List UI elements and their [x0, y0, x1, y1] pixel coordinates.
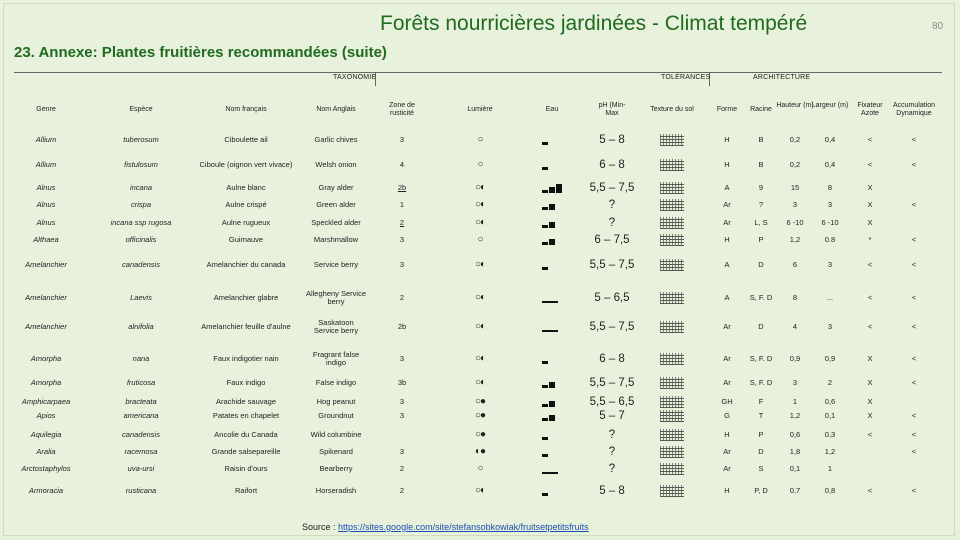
nom-francais-cell: Patates en chapelet: [212, 411, 280, 420]
racine-cell: 9: [758, 183, 764, 192]
espece-cell: officinalis: [125, 235, 157, 244]
soil-texture-icon: [660, 292, 684, 304]
soil-texture-icon: [660, 199, 684, 211]
nom-anglais-cell: Saskatoon Service berry: [313, 318, 359, 335]
soil-texture-icon: [660, 217, 684, 229]
nom-anglais-cell: Welsh onion: [315, 160, 357, 169]
eau-bar: [542, 385, 548, 388]
espece-cell: alnifolia: [128, 322, 154, 331]
genre-cell: Amelanchier: [25, 322, 67, 331]
lumiere-icon: ○: [477, 463, 483, 474]
fixateur-cell: X: [867, 397, 873, 406]
fixateur-cell: <: [867, 160, 873, 169]
eau-bar: [542, 207, 548, 210]
forme-cell: A: [724, 293, 730, 302]
group-taxonomie: TAXONOMIE: [333, 74, 377, 81]
forme-cell: Ar: [723, 200, 731, 209]
espece-cell: Laevis: [130, 293, 152, 302]
espece-cell: fruticosa: [126, 378, 156, 387]
column-header-espece: Espèce: [129, 106, 153, 113]
soil-texture-icon: [660, 396, 684, 408]
lumiere-icon: ○◐: [474, 353, 486, 364]
largeur-cell: 3: [827, 200, 833, 209]
lumiere-icon: ○◐: [474, 292, 486, 303]
eau-bar: [542, 267, 548, 270]
forme-cell: Ar: [723, 447, 731, 456]
espece-cell: tuberosum: [123, 135, 159, 144]
nom-francais-cell: Amelanchier du canada: [206, 260, 286, 269]
column-header-nom-en: Nom Anglais: [316, 106, 356, 113]
hauteur-cell: 0,1: [789, 464, 801, 473]
hauteur-cell: 0,9: [789, 354, 801, 363]
genre-cell: Alnus: [36, 218, 56, 227]
genre-cell: Apios: [36, 411, 56, 420]
ph-cell: 5,5 – 7,5: [589, 321, 635, 333]
espece-cell: americana: [123, 411, 159, 420]
source-link[interactable]: https://sites.google.com/site/stefansobkowiak/fruitsetpetitsfruits: [338, 522, 589, 532]
column-header-genre: Genre: [36, 106, 56, 113]
nom-anglais-cell: Service berry: [313, 260, 359, 269]
forme-cell: A: [724, 260, 730, 269]
zone-cell: 1: [399, 200, 405, 209]
soil-texture-icon: [660, 134, 684, 146]
racine-cell: S, F. D: [749, 293, 773, 302]
zone-cell: 3b: [397, 378, 407, 387]
largeur-cell: 0,3: [824, 430, 836, 439]
accumulation-cell: <: [911, 235, 917, 244]
genre-cell: Allium: [35, 160, 57, 169]
eau-bar: [549, 187, 555, 193]
zone-cell: 3: [399, 397, 405, 406]
racine-cell: S: [758, 464, 764, 473]
hauteur-cell: 1,2: [789, 411, 801, 420]
ph-cell: 5 – 8: [599, 134, 625, 146]
hauteur-cell: 3: [792, 378, 798, 387]
fixateur-cell: <: [867, 135, 873, 144]
nom-francais-cell: Amelanchier feuille d'aulne: [201, 322, 291, 331]
racine-cell: D: [758, 447, 764, 456]
espece-cell: nana: [132, 354, 150, 363]
ph-cell: 5 – 6,5: [594, 292, 630, 304]
eau-bar: [556, 184, 562, 193]
espece-cell: crispa: [130, 200, 152, 209]
forme-cell: H: [724, 135, 730, 144]
espece-cell: bracteata: [125, 397, 157, 406]
ph-cell: 6 – 7,5: [594, 234, 630, 246]
nom-anglais-cell: Bearberry: [319, 464, 353, 473]
lumiere-icon: ○◐: [474, 377, 486, 388]
nom-francais-cell: Faux indigo: [226, 378, 266, 387]
largeur-cell: 8: [827, 183, 833, 192]
genre-cell: Arctostaphylos: [21, 464, 71, 473]
architecture-header-line: [710, 72, 942, 86]
racine-cell: P, D: [754, 486, 768, 495]
largeur-cell: 0,8: [824, 486, 836, 495]
column-header-eau: Eau: [545, 106, 559, 113]
nom-anglais-cell: Marshmallow: [313, 235, 359, 244]
eau-bar: [542, 454, 548, 457]
racine-cell: S, F. D: [749, 354, 773, 363]
racine-cell: T: [758, 411, 764, 420]
hauteur-cell: 0,2: [789, 135, 801, 144]
zone-cell: 3: [399, 260, 405, 269]
fixateur-cell: <: [867, 260, 873, 269]
hauteur-cell: 3: [792, 200, 798, 209]
hauteur-cell: 4: [792, 322, 798, 331]
ph-cell: ?: [608, 199, 616, 211]
hauteur-cell: 0,2: [789, 160, 801, 169]
eau-bar: [542, 242, 548, 245]
fixateur-cell: X: [867, 378, 873, 387]
accumulation-cell: <: [911, 260, 917, 269]
zone-cell: 3: [399, 135, 405, 144]
accumulation-cell: <: [911, 293, 917, 302]
column-header-lumiere: Lumière: [467, 106, 493, 113]
nom-francais-cell: Ancolie du Canada: [214, 430, 278, 439]
zone-cell: 2: [399, 293, 405, 302]
zone-cell: 4: [399, 160, 405, 169]
genre-cell: Amorpha: [30, 378, 62, 387]
zone-cell: 3: [399, 447, 405, 456]
genre-cell: Aquilegia: [30, 430, 62, 439]
eau-bar: [542, 472, 558, 474]
lumiere-icon: ○◐: [474, 182, 486, 193]
ph-cell: 6 – 8: [599, 159, 625, 171]
forme-cell: GH: [721, 397, 733, 406]
hauteur-cell: 0,6: [789, 430, 801, 439]
forme-cell: H: [724, 235, 730, 244]
racine-cell: S, F. D: [749, 378, 773, 387]
ph-cell: ?: [608, 217, 616, 229]
fixateur-cell: <: [867, 293, 873, 302]
accumulation-cell: <: [911, 322, 917, 331]
soil-texture-icon: [660, 234, 684, 246]
column-header-hauteur: Hauteur (m): [776, 102, 814, 109]
eau-bar: [542, 361, 548, 364]
racine-cell: F: [758, 397, 764, 406]
zone-cell: 2: [399, 464, 405, 473]
ph-cell: 5,5 – 6,5: [589, 396, 635, 408]
nom-anglais-cell: Speckled alder: [311, 218, 361, 227]
nom-francais-cell: Ciboule (oignon vert vivace): [199, 160, 293, 169]
forme-cell: G: [724, 411, 730, 420]
taxonomie-header-line: [14, 72, 376, 86]
nom-anglais-cell: Garlic chives: [314, 135, 358, 144]
ph-cell: ?: [608, 429, 616, 441]
eau-bar: [549, 415, 555, 421]
nom-francais-cell: Aulne rugueux: [221, 218, 271, 227]
source-prefix: Source :: [302, 522, 339, 532]
nom-anglais-cell: Wild columbine: [310, 430, 362, 439]
accumulation-cell: <: [911, 135, 917, 144]
column-header-zone: Zone de rusticité: [389, 102, 415, 117]
genre-cell: Amphicarpaea: [21, 397, 71, 406]
group-tolerances: TOLÉRANCES: [661, 74, 711, 81]
forme-cell: Ar: [723, 464, 731, 473]
column-header-fixateur: Fixateur Azote: [857, 102, 883, 117]
column-header-ph: pH (Min-Max: [598, 102, 626, 117]
espece-cell: incana: [129, 183, 153, 192]
soil-texture-icon: [660, 446, 684, 458]
eau-bar: [542, 404, 548, 407]
page-number: 80: [932, 21, 944, 32]
accumulation-cell: <: [911, 160, 917, 169]
ph-cell: 5 – 8: [599, 485, 625, 497]
accumulation-cell: <: [911, 354, 917, 363]
largeur-cell: 0,4: [824, 135, 836, 144]
column-header-nom-fr: Nom français: [225, 106, 267, 113]
lumiere-icon: ○◐: [474, 321, 486, 332]
hauteur-cell: 1,2: [789, 235, 801, 244]
nom-francais-cell: Aulne crispé: [225, 200, 267, 209]
soil-texture-icon: [660, 259, 684, 271]
racine-cell: ?: [758, 200, 764, 209]
eau-bar: [549, 239, 555, 245]
espece-cell: canadensis: [122, 430, 160, 439]
eau-bar: [549, 401, 555, 407]
soil-texture-icon: [660, 377, 684, 389]
racine-cell: P: [758, 235, 764, 244]
forme-cell: H: [724, 486, 730, 495]
genre-cell: Amorpha: [30, 354, 62, 363]
fixateur-cell: *: [868, 235, 872, 244]
racine-cell: B: [758, 135, 764, 144]
largeur-cell: 1,2: [824, 447, 836, 456]
eau-bar: [542, 437, 548, 440]
zone-cell: 3: [399, 411, 405, 420]
lumiere-icon: ○●: [474, 429, 486, 440]
hauteur-cell: 0,7: [789, 486, 801, 495]
fixateur-cell: X: [867, 411, 873, 420]
nom-francais-cell: Faux indigotier nain: [213, 354, 279, 363]
fixateur-cell: <: [867, 430, 873, 439]
largeur-cell: 1: [827, 464, 833, 473]
column-header-texture: Texture du sol: [650, 106, 694, 113]
hauteur-cell: 6 -10: [786, 218, 804, 227]
fixateur-cell: X: [867, 218, 873, 227]
column-header-racine: Racine: [750, 106, 772, 113]
nom-anglais-cell: Groundnut: [318, 411, 354, 420]
lumiere-icon: ○◐: [474, 259, 486, 270]
genre-cell: Amelanchier: [25, 293, 67, 302]
soil-texture-icon: [660, 353, 684, 365]
largeur-cell: 3: [827, 322, 833, 331]
ph-cell: 5,5 – 7,5: [589, 377, 635, 389]
largeur-cell: 6 -10: [821, 218, 839, 227]
nom-anglais-cell: Allegheny Service berry: [305, 289, 367, 306]
soil-texture-icon: [660, 159, 684, 171]
zone-cell: 3: [399, 354, 405, 363]
nom-anglais-cell: Fragrant false indigo: [312, 350, 360, 367]
racine-cell: L, S: [754, 218, 768, 227]
soil-texture-icon: [660, 463, 684, 475]
soil-texture-icon: [660, 182, 684, 194]
racine-cell: D: [758, 260, 764, 269]
lumiere-icon: ○: [477, 234, 483, 245]
largeur-cell: 0.8: [824, 235, 836, 244]
eau-bar: [549, 382, 555, 388]
ph-cell: 5,5 – 7,5: [589, 259, 635, 271]
racine-cell: P: [758, 430, 764, 439]
genre-cell: Alnus: [36, 183, 56, 192]
ph-cell: 6 – 8: [599, 353, 625, 365]
soil-texture-icon: [660, 429, 684, 441]
genre-cell: Amelanchier: [25, 260, 67, 269]
nom-francais-cell: Grande salsepareille: [211, 447, 281, 456]
largeur-cell: 0,1: [824, 411, 836, 420]
nom-francais-cell: Aulne blanc: [226, 183, 266, 192]
fixateur-cell: <: [867, 486, 873, 495]
accumulation-cell: <: [911, 200, 917, 209]
soil-texture-icon: [660, 410, 684, 422]
eau-bar: [542, 142, 548, 145]
lumiere-icon: ◐●: [474, 446, 486, 457]
lumiere-icon: ○●: [474, 410, 486, 421]
tolerances-header-line: [376, 72, 710, 86]
nom-francais-cell: Ciboulette ail: [224, 135, 268, 144]
soil-texture-icon: [660, 321, 684, 333]
nom-francais-cell: Guimauve: [228, 235, 264, 244]
fixateur-cell: X: [867, 354, 873, 363]
genre-cell: Armoracia: [28, 486, 64, 495]
accumulation-cell: <: [911, 486, 917, 495]
genre-cell: Alnus: [36, 200, 56, 209]
hauteur-cell: 1,8: [789, 447, 801, 456]
lumiere-icon: ○: [477, 159, 483, 170]
eau-bar: [549, 222, 555, 228]
hauteur-cell: 6: [792, 260, 798, 269]
forme-cell: H: [724, 430, 730, 439]
lumiere-icon: ○◐: [474, 217, 486, 228]
forme-cell: Ar: [723, 218, 731, 227]
zone-cell: 2: [399, 486, 405, 495]
ph-cell: 5 – 7: [599, 410, 625, 422]
ph-cell: 5,5 – 7,5: [589, 182, 635, 194]
page-title: Forêts nourricières jardinées - Climat tempéré: [380, 12, 808, 35]
zone-cell: 2: [399, 218, 405, 227]
fixateur-cell: <: [867, 322, 873, 331]
espece-cell: incana ssp rugosa: [110, 218, 172, 227]
source-citation: [302, 522, 589, 532]
lumiere-icon: ○: [477, 134, 483, 145]
nom-anglais-cell: Gray alder: [318, 183, 354, 192]
section-subtitle: 23. Annexe: Plantes fruitières recommandées (suite): [14, 44, 387, 61]
genre-cell: Allium: [35, 135, 57, 144]
zone-cell: 2b: [397, 322, 407, 331]
hauteur-cell: 1: [792, 397, 798, 406]
eau-bar: [549, 204, 555, 210]
accumulation-cell: <: [911, 378, 917, 387]
eau-bar: [542, 330, 558, 332]
lumiere-icon: ○◐: [474, 199, 486, 210]
largeur-cell: 2: [827, 378, 833, 387]
eau-bar: [542, 190, 548, 193]
eau-bar: [542, 167, 548, 170]
genre-cell: Aralia: [36, 447, 56, 456]
espece-cell: fistulosum: [124, 160, 158, 169]
ph-cell: ?: [608, 463, 616, 475]
nom-francais-cell: Raifort: [234, 486, 258, 495]
eau-bar: [542, 418, 548, 421]
accumulation-cell: <: [911, 430, 917, 439]
espece-cell: racemosa: [124, 447, 158, 456]
largeur-cell: 0,9: [824, 354, 836, 363]
nom-anglais-cell: False indigo: [315, 378, 357, 387]
column-header-largeur: Largeur (m): [811, 102, 849, 109]
hauteur-cell: 15: [790, 183, 800, 192]
eau-bar: [542, 301, 558, 303]
nom-anglais-cell: Horseradish: [315, 486, 357, 495]
largeur-cell: 3: [827, 260, 833, 269]
racine-cell: D: [758, 322, 764, 331]
zone-cell: 2b: [397, 183, 407, 192]
eau-bar: [542, 225, 548, 228]
forme-cell: Ar: [723, 378, 731, 387]
espece-cell: uva-ursi: [127, 464, 155, 473]
column-header-forme: Forme: [716, 106, 738, 113]
largeur-cell: 0,6: [824, 397, 836, 406]
eau-bar: [542, 493, 548, 496]
nom-francais-cell: Raisin d'ours: [224, 464, 268, 473]
nom-anglais-cell: Hog peanut: [316, 397, 356, 406]
ph-cell: ?: [608, 446, 616, 458]
nom-francais-cell: Arachide sauvage: [215, 397, 277, 406]
forme-cell: H: [724, 160, 730, 169]
nom-anglais-cell: Green alder: [316, 200, 356, 209]
soil-texture-icon: [660, 485, 684, 497]
lumiere-icon: ○◐: [474, 485, 486, 496]
forme-cell: Ar: [723, 322, 731, 331]
accumulation-cell: <: [911, 411, 917, 420]
hauteur-cell: 8: [792, 293, 798, 302]
lumiere-icon: ○●: [474, 396, 486, 407]
zone-cell: 3: [399, 235, 405, 244]
racine-cell: B: [758, 160, 764, 169]
forme-cell: Ar: [723, 354, 731, 363]
accumulation-cell: <: [911, 447, 917, 456]
group-architecture: ARCHITECTURE: [753, 74, 811, 81]
nom-francais-cell: Amelanchier glabre: [213, 293, 279, 302]
fixateur-cell: X: [867, 183, 873, 192]
nom-anglais-cell: Spikenard: [319, 447, 353, 456]
fixateur-cell: X: [867, 200, 873, 209]
forme-cell: A: [724, 183, 730, 192]
largeur-cell: ...: [826, 293, 834, 302]
genre-cell: Althaea: [33, 235, 59, 244]
espece-cell: rusticana: [125, 486, 157, 495]
column-header-accumulation: Accumulation Dynamique: [892, 102, 936, 117]
espece-cell: canadensis: [122, 260, 160, 269]
largeur-cell: 0,4: [824, 160, 836, 169]
